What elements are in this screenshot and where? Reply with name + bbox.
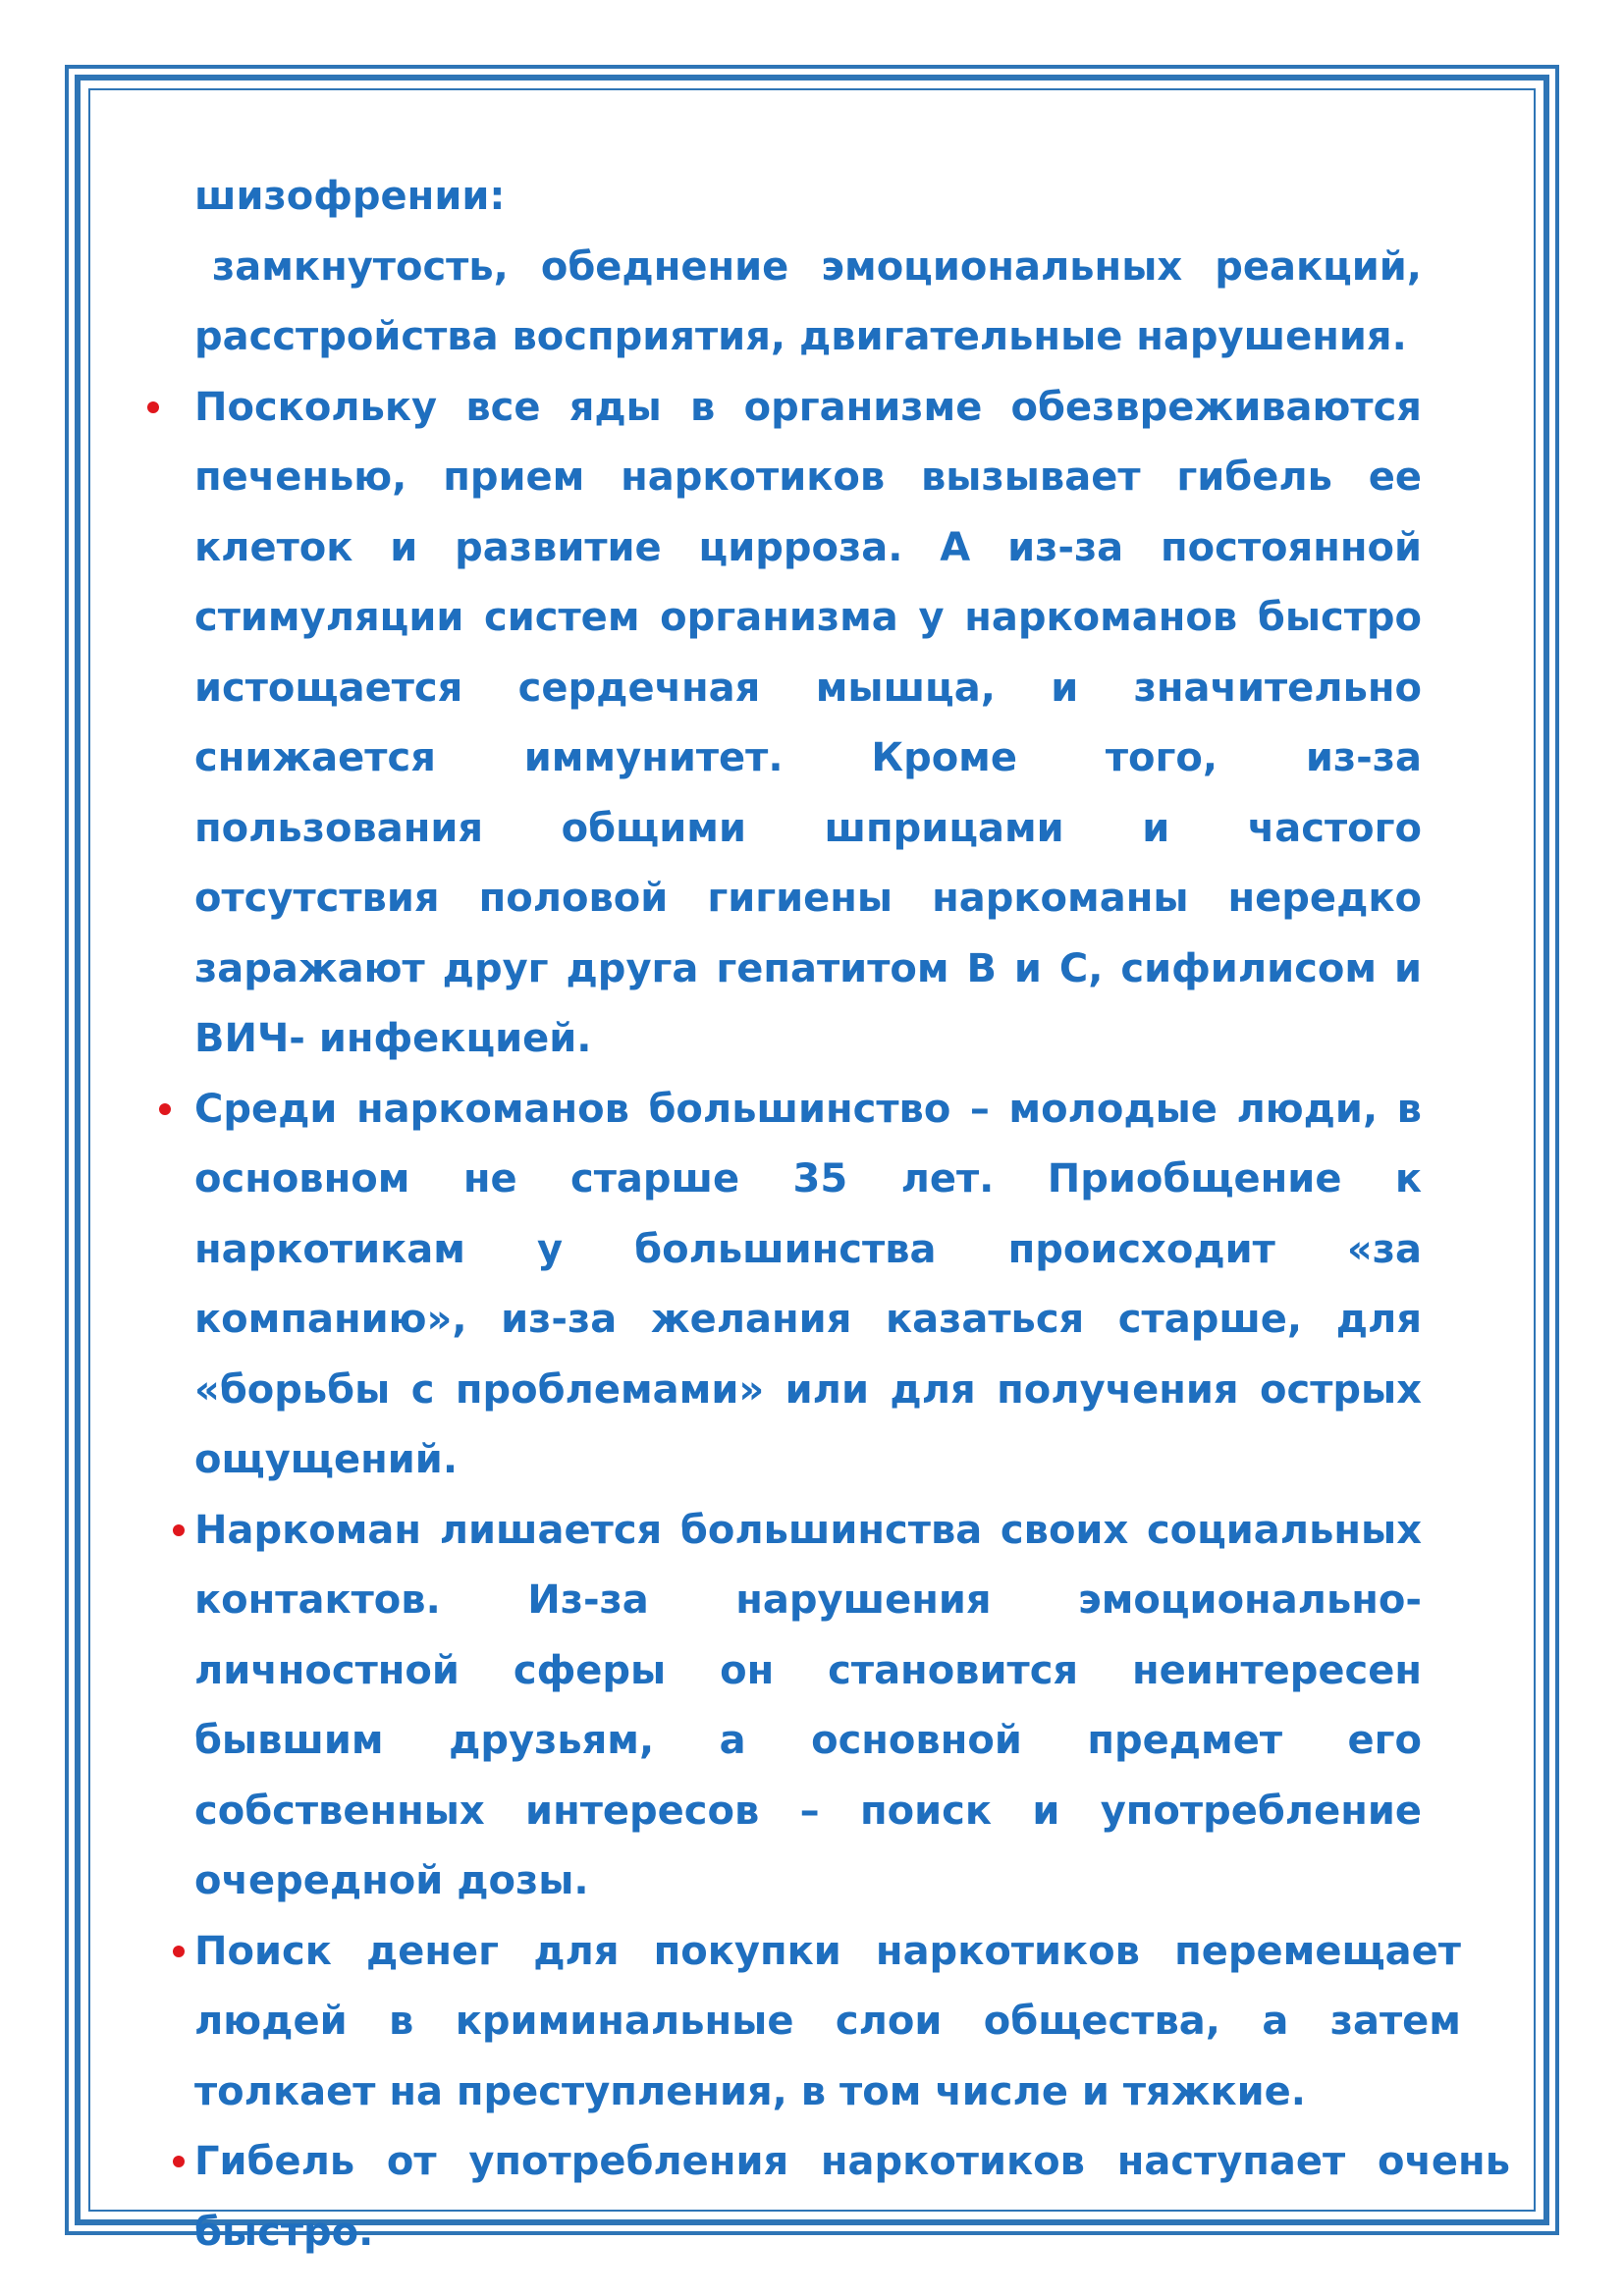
list-item — [194, 1075, 1422, 1496]
bullet-dot-icon — [173, 1524, 185, 1536]
list-item-text: Гибель от употребления наркотиков наступает очень быстро. — [194, 2139, 1510, 2255]
list-item — [194, 2127, 1510, 2268]
list-item-text: Среди наркоманов большинство – молодые люди, в основном не старше 35 лет. Приобщение к наркотикам у большинства происходит «за компанию», из-за желания казаться старше, для «борьбы с проблемами» или для получения острых ощущений. — [194, 1086, 1422, 1482]
list-item — [194, 373, 1422, 1075]
list-item-text: Наркоман лишается большинства своих социальных контактов. Из-за нарушения эмоционально-личностной сферы он становится неинтересен бывшим друзьям, а основной предмет его собственных интересов – поиск и употребление очередной дозы. — [194, 1507, 1422, 1903]
bullet-dot-icon — [147, 401, 159, 413]
intro-heading-line: шизофрении: — [194, 174, 506, 219]
intro-paragraph: замкнутость, обеднение эмоциональных реакций, расстройства восприятия, двигательные нарушения. — [194, 243, 1422, 359]
list-item — [194, 1917, 1461, 2128]
bullet-dot-icon — [173, 1946, 185, 1957]
document-body — [194, 162, 1510, 2268]
bullet-dot-icon — [159, 1103, 171, 1115]
list-item-text: Поиск денег для покупки наркотиков перемещает людей в криминальные слои общества, а затем толкает на преступления, в том числе и тяжкие. — [194, 1928, 1461, 2114]
list-item-text: Поскольку все яды в организме обезвреживаются печенью, прием наркотиков вызывает гибель ее клеток и развитие цирроза. А из-за постоянной стимуляции систем организма у наркоманов быстро истощается сердечная мышца, и значительно снижается иммунитет. Кроме того, из-за пользования общими шприцами и частого отсутствия половой гигиены наркоманы нередко заражают друг друга гепатитом В и С, сифилисом и ВИЧ- инфекцией. — [194, 384, 1422, 1061]
list-item — [194, 1496, 1422, 1917]
bullet-dot-icon — [173, 2156, 185, 2167]
